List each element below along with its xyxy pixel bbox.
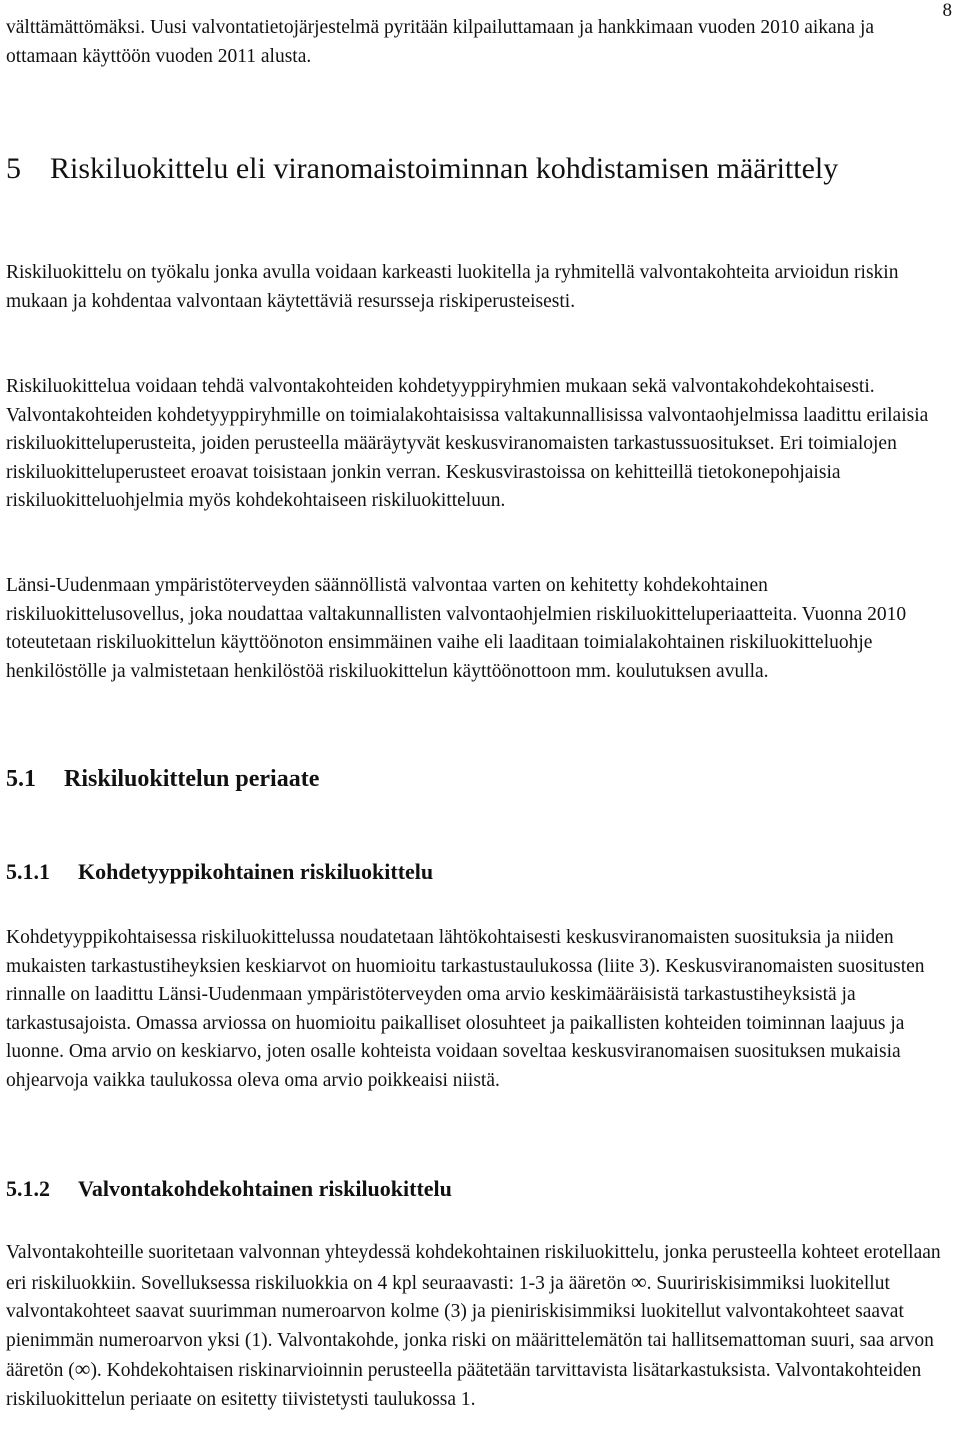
section-number: 5.1.1 <box>6 859 50 884</box>
paragraph-text: ). Kohdekohtaisen riskinarvioinnin perusteella päätetään tarvittavista lisätarkastuksista. Valvontakohteiden riskiluokittelun periaate on esitetty tiivistetysti taulukossa 1. <box>6 1360 922 1410</box>
section-number: 5.1 <box>6 766 36 792</box>
intro-paragraph: välttämättömäksi. Uusi valvontatietojärjestelmä pyritään kilpailuttamaan ja hankkimaan vuoden 2010 aikana ja ottamaan käyttöön vuoden 2011 alusta. <box>6 17 875 67</box>
page-number: 8 <box>942 0 952 21</box>
section-5-1-2-heading <box>6 1176 452 1202</box>
section-5-paragraph-1: Riskiluokittelu on työkalu jonka avulla voidaan karkeasti luokitella ja ryhmitellä valvontakohteita arvioidun riskin mukaan ja kohdentaa valvontaan käytettäviä resursseja riskiperusteisesti. <box>6 262 899 312</box>
section-title: Kohdetyyppikohtainen riskiluokittelu <box>78 859 434 884</box>
section-title: Valvontakohdekohtainen riskiluokittelu <box>78 1176 452 1201</box>
section-5-1-1-heading <box>6 859 433 885</box>
section-5-paragraph-3: Länsi-Uudenmaan ympäristöterveyden säännöllistä valvontaa varten on kehitetty kohdekohtainen riskiluokittelusovellus, joka noudattaa valtakunnallisten valvontaohjelmien riskiluokitteluperiaatteita. Vuonna 2010 toteutetaan riskiluokittelun käyttöönoton ensimmäinen vaihe eli laaditaan toimialakohtainen riskiluokitteluohje henkilöstölle ja valmistetaan henkilöstöä riskiluokittelun käyttöönottoon mm. koulutuksen avulla. <box>6 575 907 682</box>
infinity-symbol: ∞ <box>74 1356 91 1381</box>
section-5-1-1-paragraph: Kohdetyyppikohtaisessa riskiluokittelussa noudatetaan lähtökohtaisesti keskusviranomaisten suosituksia ja niiden mukaisten tarkastustiheyksien keskiarvot on huomioitu tarkastustaulukossa (liite 3). Keskusviranomaisten suositusten rinnalle on laadittu Länsi-Uudenmaan ympäristöterveyden oma arvio keskimääräisistä tarkastustiheyksistä ja tarkastusajoista. Omassa arviossa on huomioitu paikalliset olosuhteet ja paikallisten kohteiden toiminnan laajuus ja luonne. Oma arvio on keskiarvo, joten osalle kohteista voidaan soveltaa keskusviranomaisen suosituksen mukaisia ohjearvoja vaikka taulukossa oleva oma arvio poikkeaisi niistä. <box>6 927 925 1091</box>
section-5-paragraph-2: Riskiluokittelua voidaan tehdä valvontakohteiden kohdetyyppiryhmien mukaan sekä valvontakohdekohtaisesti. Valvontakohteiden kohdetyyppiryhmille on toimialakohtaisissa valtakunnallisissa valvontaohjelmissa laadittu erilaisia riskiluokitteluperusteita, joiden perusteella määräytyvät keskusviranomaisten tarkastussuositukset. Eri toimialojen riskiluokitteluperusteet eroavat toisistaan jonkin verran. Keskusvirastoissa on kehitteillä tietokonepohjaisia riskiluokitteluohjelmia myös kohdekohtaiseen riskiluokitteluun. <box>6 376 929 511</box>
section-title: Riskiluokittelun periaate <box>64 766 320 792</box>
paragraph-text: Valvontakohteille suoritetaan valvonnan yhteydessä kohdekohtainen riskiluokittelu, jonka perusteella kohteet erotellaan eri riskiluokkiin. Sovelluksessa riskiluokkia on 4 kpl seuraavasti: 1-3 ja ääretön <box>6 1242 941 1294</box>
section-number: 5 <box>6 152 21 185</box>
section-title: Riskiluokittelu eli viranomaistoiminnan kohdistamisen määrittely <box>50 152 839 185</box>
section-5-1-2-paragraph <box>6 1239 950 1414</box>
section-number: 5.1.2 <box>6 1176 50 1201</box>
section-5-heading <box>6 150 920 187</box>
infinity-symbol: ∞ <box>630 1268 647 1294</box>
paragraph-text: . Suuririskisimmiksi luokitellut valvontakohteet saavat suurimman numeroarvon kolme (3) ja pieniriskisimmiksi luokitellut valvontakohteet saavat pienimmän numeroarvon yksi (1). Valvontakohde, jonka riski on määrittelemätön tai hallitsemattoman suuri, saa arvon ääretön ( <box>6 1272 934 1381</box>
section-5-1-heading <box>6 766 319 793</box>
